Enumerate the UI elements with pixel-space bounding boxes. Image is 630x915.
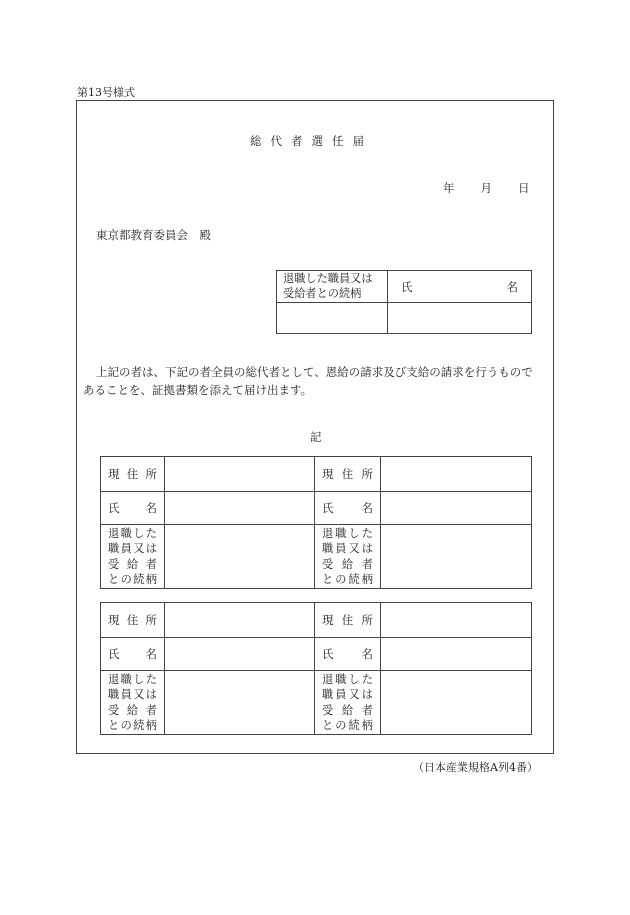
relation-header-line1: 退職した職員又は	[283, 272, 373, 285]
relation-label-1a: 退職した 職員又は 受給者 との続柄	[101, 525, 165, 589]
body-text-line2: あることを、証拠書類を添えて届け出ます。	[83, 383, 313, 397]
year-label: 年	[443, 181, 455, 195]
form-number: 第13号様式	[77, 86, 135, 99]
address-field-1b[interactable]	[381, 457, 532, 492]
ki-heading: 記	[310, 430, 322, 444]
addressee: 東京都教育委員会 殿	[96, 228, 211, 242]
name-field-1a[interactable]	[165, 492, 315, 525]
relation-field-2b[interactable]	[381, 671, 532, 735]
footer-note: （日本産業規格A列4番）	[413, 761, 538, 774]
relation-field-1b[interactable]	[381, 525, 532, 589]
name-header-label: 氏 名	[401, 279, 518, 294]
address-label-2b: 現住所	[315, 603, 381, 638]
name-label-1a: 氏名	[101, 492, 165, 525]
member-block-2	[100, 602, 532, 735]
body-text-line1: 上記の者は、下記の者全員の総代者として、恩給の請求及び支給の請求を行うもので	[96, 365, 533, 379]
address-label-1a: 現住所	[101, 457, 165, 492]
relation-header	[277, 271, 388, 303]
member-block-1	[100, 456, 532, 589]
name-field-2a[interactable]	[165, 638, 315, 671]
name-label-1b: 氏名	[315, 492, 381, 525]
name-field-1b[interactable]	[381, 492, 532, 525]
address-label-1b: 現住所	[315, 457, 381, 492]
month-label: 月	[480, 181, 492, 195]
address-field-1a[interactable]	[165, 457, 315, 492]
submitter-table	[276, 270, 532, 334]
relation-label-1b: 退職した 職員又は 受給者 との続柄	[315, 525, 381, 589]
relation-field-1a[interactable]	[165, 525, 315, 589]
day-label: 日	[518, 181, 530, 195]
name-header	[388, 271, 532, 303]
form-title: 総代者選任届	[250, 134, 373, 148]
name-label-2a: 氏名	[101, 638, 165, 671]
name-label-2b: 氏名	[315, 638, 381, 671]
submitter-name-field[interactable]	[388, 303, 532, 334]
submitter-relation-field[interactable]	[277, 303, 388, 334]
address-field-2b[interactable]	[381, 603, 532, 638]
address-label-2a: 現住所	[101, 603, 165, 638]
relation-header-line2: 受給者との続柄	[283, 286, 362, 300]
relation-label-2b: 退職した 職員又は 受給者 との続柄	[315, 671, 381, 735]
name-field-2b[interactable]	[381, 638, 532, 671]
address-field-2a[interactable]	[165, 603, 315, 638]
date-line	[443, 180, 529, 196]
relation-field-2a[interactable]	[165, 671, 315, 735]
relation-label-2a: 退職した 職員又は 受給者 との続柄	[101, 671, 165, 735]
